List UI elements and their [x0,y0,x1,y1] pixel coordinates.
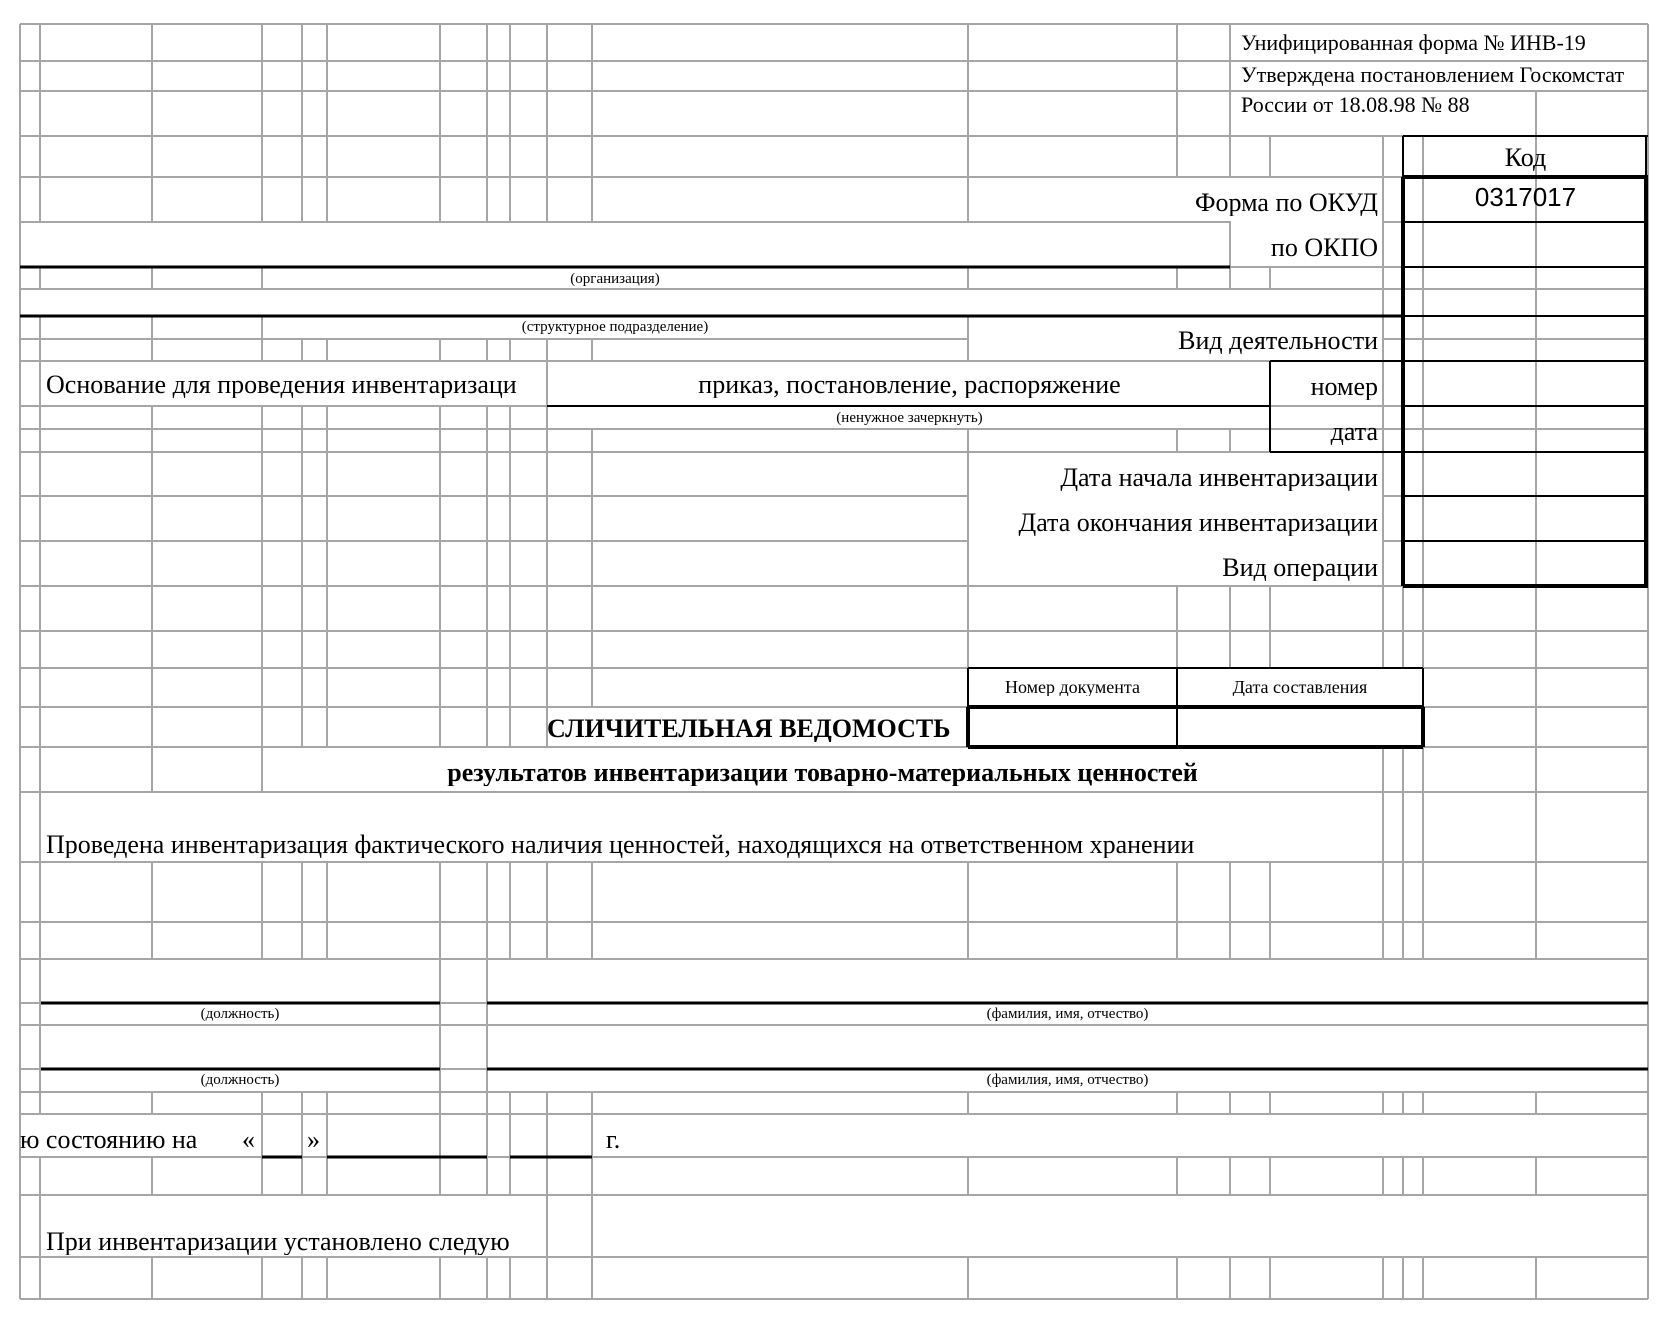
end-date-field[interactable] [1405,498,1645,539]
okpo-label: по ОКПО [1270,235,1378,261]
merged-cell-gap [969,539,1382,543]
code-header: Код [1504,145,1547,171]
doc-date-field[interactable] [1180,710,1420,745]
doc-number-field[interactable] [971,710,1175,745]
activity-type-label: Вид деятельности [1178,328,1378,354]
organization-caption: (организация) [570,272,660,287]
okpo-code-field[interactable] [1405,224,1645,266]
approval-date-text: России от 18.08.98 № 88 [1241,94,1470,116]
year-field[interactable] [511,1116,591,1156]
merged-cell-gap [969,494,1382,498]
as-of-label: ю состоянию на [20,1127,198,1153]
end-date-label: Дата окончания инвентаризации [1018,510,1378,536]
document-title: СЛИЧИТЕЛЬНАЯ ВЕДОМОСТЬ [547,716,951,742]
department-caption: (структурное подразделение) [521,320,709,335]
extra-code-field[interactable] [1405,269,1645,314]
position2-caption: (должность) [200,1073,280,1088]
name1-field[interactable] [488,960,1646,1002]
order-number-field[interactable] [1405,363,1645,405]
name2-field[interactable] [488,1026,1646,1068]
quote-open: « [242,1127,255,1153]
day-field[interactable] [263,1116,301,1156]
name1-caption: (фамилия, имя, отчество) [986,1007,1149,1022]
established-text: При инвентаризации установлено следую [46,1229,510,1255]
quote-close: » [307,1127,320,1153]
doc-date-header: Дата составления [1232,678,1368,696]
start-date-field[interactable] [1405,454,1645,494]
conducted-text: Проведена инвентаризация фактического наличия ценностей, находящихся на ответственном хранении [46,832,1195,858]
position1-field[interactable] [41,960,439,1002]
okud-label: Форма по ОКУД [1195,190,1378,216]
basis-options[interactable]: приказ, постановление, распоряжение [698,372,1121,398]
approval-text: Утверждена постановлением Госкомстат [1241,64,1625,86]
order-date-field[interactable] [1405,408,1645,450]
okud-code-value[interactable]: 0317017 [1474,184,1577,210]
merged-cell-gap [1231,220,1382,224]
start-date-label: Дата начала инвентаризации [1060,465,1378,491]
order-number-label: номер [1310,374,1378,400]
name2-caption: (фамилия, имя, отчество) [986,1073,1149,1088]
doc-number-header: Номер документа [1004,678,1141,696]
organization-field[interactable] [21,223,1231,266]
position1-caption: (должность) [200,1007,280,1022]
basis-label: Основание для проведения инвентаризаци [46,372,517,398]
activity-type-code-field[interactable] [1405,318,1645,360]
operation-type-label: Вид операции [1222,555,1378,581]
form-number-text: Унифицированная форма № ИНВ-19 [1241,32,1586,54]
position2-field[interactable] [41,1026,439,1068]
strike-caption: (ненужное зачеркнуть) [836,411,983,426]
department-field[interactable] [21,290,1401,315]
month-field[interactable] [328,1116,486,1156]
order-date-label: дата [1330,419,1378,445]
document-subtitle: результатов инвентаризации товарно-материальных ценностей [447,760,1198,786]
year-suffix: г. [606,1127,621,1153]
operation-type-field[interactable] [1405,543,1645,584]
